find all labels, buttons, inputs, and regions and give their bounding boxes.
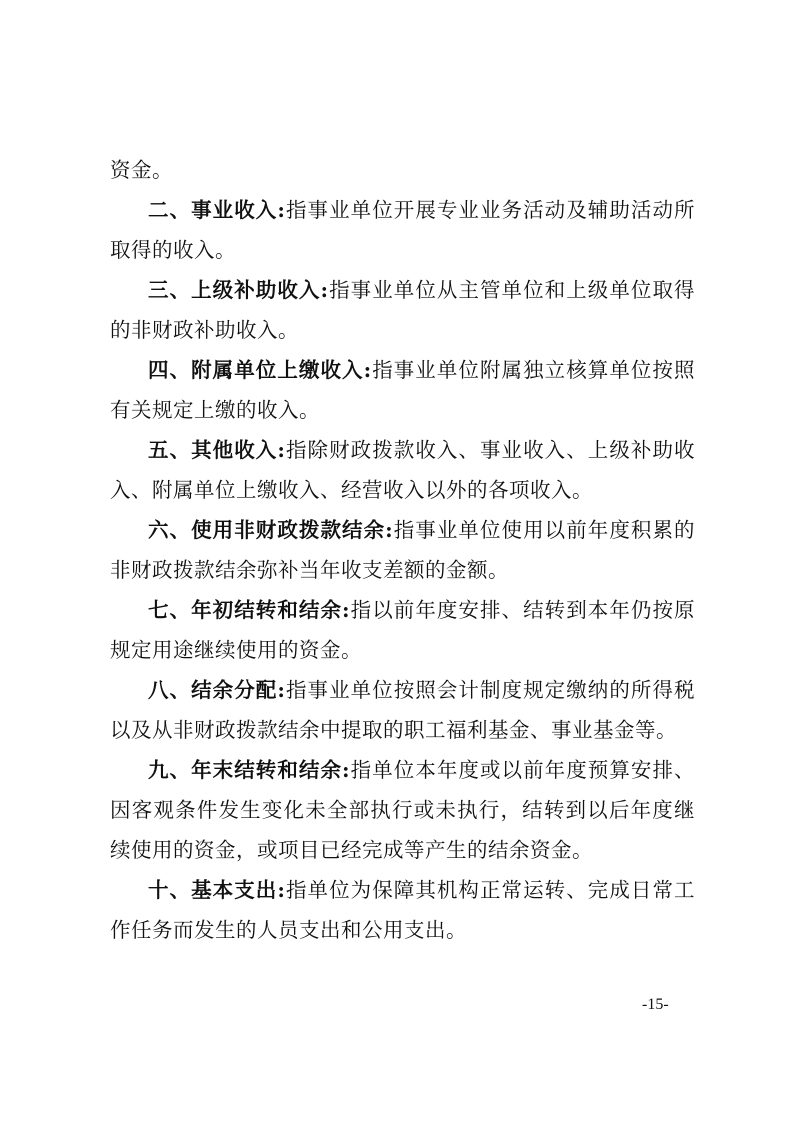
definition-text: 指事业单位按照会计制度规定缴纳的所得税以及从非财政拨款结余中提取的职工福利基金、事业基金等。 <box>110 678 696 742</box>
definition-item-9 <box>110 750 695 870</box>
definition-term: 十、基本支出: <box>148 878 286 902</box>
definition-item-7 <box>110 590 695 670</box>
definition-text: 指事业单位开展专业业务活动及辅助活动所取得的收入。 <box>110 198 696 262</box>
definition-term: 三、上级补助收入: <box>148 278 329 302</box>
definition-item-2 <box>110 190 695 270</box>
definition-text: 指事业单位从主管单位和上级单位取得的非财政补助收入。 <box>110 278 695 342</box>
definition-item-4 <box>110 350 695 430</box>
definition-term: 二、事业收入: <box>148 198 286 222</box>
definition-text: 指单位本年度或以前年度预算安排、因客观条件发生变化未全部执行或未执行，结转到以后年度继续使用的资金，或项目已经完成等产生的结余资金。 <box>110 758 696 862</box>
definition-item-3 <box>110 270 695 350</box>
definition-term: 八、结余分配: <box>148 678 286 702</box>
definition-term: 九、年末结转和结余: <box>148 758 351 782</box>
document-body <box>110 150 695 950</box>
definition-term: 四、附属单位上缴收入: <box>148 358 372 382</box>
definition-text: 指单位为保障其机构正常运转、完成日常工作任务而发生的人员支出和公用支出。 <box>110 878 696 942</box>
page-number: -15- <box>642 996 669 1013</box>
definition-item-10 <box>110 870 695 950</box>
definition-item-5 <box>110 430 695 510</box>
definition-text: 指除财政拨款收入、事业收入、上级补助收入、附属单位上缴收入、经营收入以外的各项收入。 <box>110 438 696 502</box>
definition-text: 指事业单位附属独立核算单位按照有关规定上缴的收入。 <box>110 358 695 422</box>
definition-item-6 <box>110 510 695 590</box>
definition-text: 指事业单位使用以前年度积累的非财政拨款结余弥补当年收支差额的金额。 <box>110 518 695 582</box>
definition-term: 六、使用非财政拨款结余: <box>148 518 394 542</box>
definition-text: 指以前年度安排、结转到本年仍按原规定用途继续使用的资金。 <box>110 598 696 662</box>
definition-item-8 <box>110 670 695 750</box>
continued-text: 资金。 <box>110 158 173 182</box>
definition-term: 七、年初结转和结余: <box>148 598 351 622</box>
definition-term: 五、其他收入: <box>148 438 286 462</box>
